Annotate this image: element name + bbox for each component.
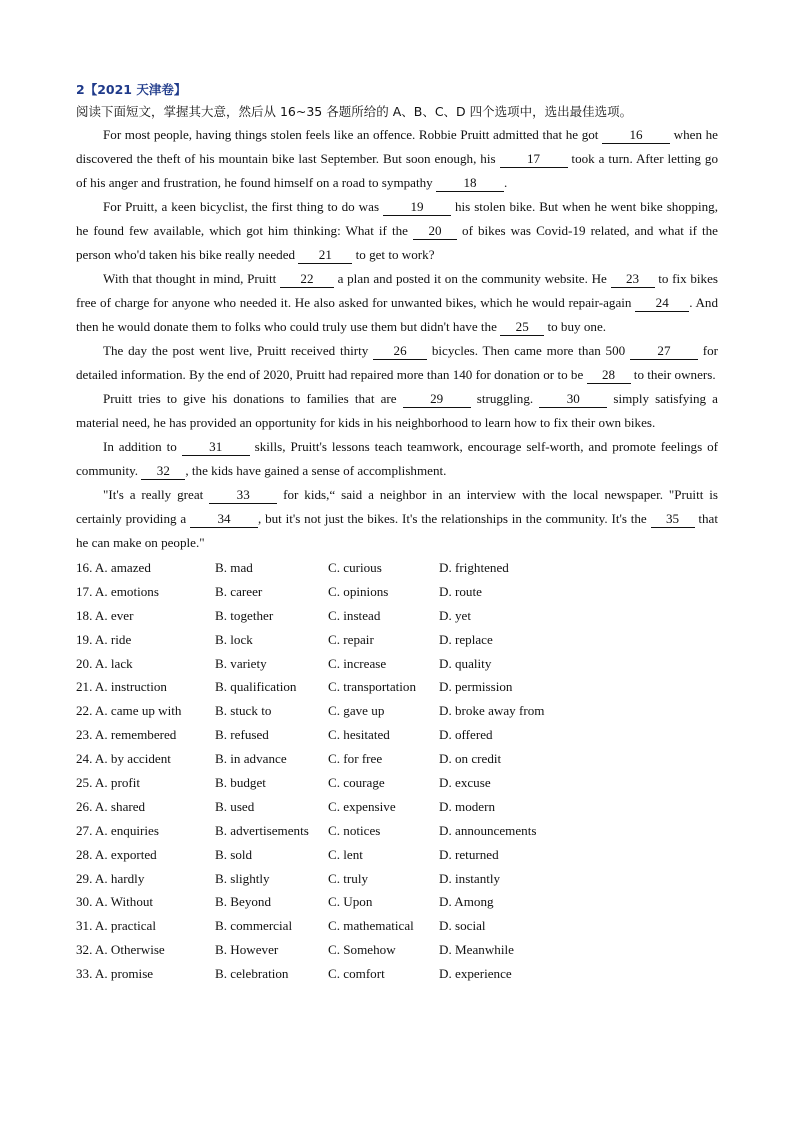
option-c: C. mathematical [328,918,414,934]
blank-35: 35 [651,511,695,528]
option-b: B. advertisements [215,822,309,838]
option-d: D. permission [439,679,513,695]
option-a: 28. A. exported [76,846,157,862]
option-row [76,914,718,938]
option-row [76,819,718,843]
option-d: D. broke away from [439,703,545,719]
blank-31: 31 [182,439,250,456]
option-a: 24. A. by accident [76,751,171,767]
blank-25: 25 [500,319,544,336]
paragraph-3: With that thought in mind, Pruitt 22 a plan and posted it on the community website. He 23 to fix bikes free of charge for anyone who needed it. He also asked for unwanted bikes, which he would repair-again 24 . And then he would donate them to folks who could truly use them but didn't have the 25 to buy one. [76,271,718,334]
option-a: 19. A. ride [76,631,132,647]
blank-32: 32 [141,463,185,480]
option-d: D. Meanwhile [439,942,514,958]
option-a: 29. A. hardly [76,870,145,886]
paragraph-7: "It's a really great 33 for kids,“ said a neighbor in an interview with the local newspaper. "Pruitt is certainly providing a 34 , but it's not just the bikes. It's the relationships in the community. It's the 35 that he can make on people." [76,487,718,550]
blank-24: 24 [635,295,689,312]
option-a: 26. A. shared [76,798,146,814]
option-d: D. route [439,583,482,599]
option-b: B. career [215,583,263,599]
option-a: 25. A. profit [76,775,141,791]
option-b: B. qualification [215,679,297,695]
option-c: C. for free [328,751,383,767]
option-d: D. Among [439,894,494,910]
option-a: 16. A. amazed [76,560,151,575]
blank-34: 34 [190,511,258,528]
option-row [76,747,718,771]
option-c: C. curious [328,560,382,575]
option-a: 27. A. enquiries [76,822,159,838]
option-row [76,962,718,986]
option-row [76,699,718,723]
option-b: B. However [215,942,279,958]
option-c: C. repair [328,631,374,647]
paragraph-2: For Pruitt, a keen bicyclist, the first thing to do was 19 his stolen bike. But when he went bike shopping, he found few available, which got him thinking: What if the 20 of bikes was Covid-19 related, and what if the person who'd taken his bike really needed 21 to get to work? [76,199,718,262]
option-b: B. budget [215,775,266,791]
blank-26: 26 [373,343,427,360]
option-a: 18. A. ever [76,607,134,623]
paragraph-5: Pruitt tries to give his donations to families that are 29 struggling. 30 simply satisfying a material need, he has provided an opportunity for kids in his neighborhood to learn how to fix their own bikes. [76,391,718,430]
option-d: D. on credit [439,751,502,767]
option-c: C. comfort [328,966,385,982]
option-c: C. opinions [328,583,389,599]
option-row [76,723,718,747]
blank-30: 30 [539,391,607,408]
option-b: B. slightly [215,870,270,886]
option-c: C. courage [328,775,385,791]
option-a: 21. A. instruction [76,679,167,695]
document-page [76,79,718,986]
option-c: C. truly [328,870,369,886]
option-a: 31. A. practical [76,918,156,934]
option-b: B. lock [215,631,253,647]
option-b: B. in advance [215,751,287,767]
question-title: 2【2021 天津卷】 [76,82,187,97]
option-row [76,628,718,652]
option-b: B. refused [215,727,269,743]
option-d: D. social [439,918,486,934]
option-d: D. replace [439,631,493,647]
option-row [76,652,718,676]
option-row [76,843,718,867]
paragraph-6: In addition to 31 skills, Pruitt's lessons teach teamwork, encourage self-worth, and promote feelings of community. 32 , the kids have gained a sense of accomplishment. [76,439,718,478]
blank-28: 28 [587,367,631,384]
option-row [76,890,718,914]
option-a: 23. A. remembered [76,727,177,743]
option-a: 17. A. emotions [76,583,159,599]
option-d: D. yet [439,607,471,623]
option-c: C. increase [328,655,387,671]
blank-19: 19 [383,199,451,216]
blank-17: 17 [500,151,568,168]
option-b: B. commercial [215,918,293,934]
option-row [76,556,718,580]
options-list [76,556,718,986]
option-b: B. mad [215,560,253,575]
option-a: 22. A. came up with [76,703,182,719]
option-c: C. lent [328,846,363,862]
blank-27: 27 [630,343,698,360]
option-c: C. gave up [328,703,385,719]
blank-18: 18 [436,175,504,192]
option-a: 32. A. Otherwise [76,942,165,958]
option-c: C. Somehow [328,942,396,958]
option-d: D. experience [439,966,512,982]
option-b: B. Beyond [215,894,272,910]
instruction-text: 阅读下面短文，掌握其大意，然后从 16~35 各题所给的 A、B、C、D 四个选项中，选出最佳选项。 [76,104,633,119]
option-b: B. sold [215,846,253,862]
option-row [76,795,718,819]
option-row [76,938,718,962]
option-a: 33. A. promise [76,966,154,982]
option-b: B. celebration [215,966,289,982]
blank-33: 33 [209,487,277,504]
option-c: C. expensive [328,798,396,814]
option-d: D. offered [439,727,493,743]
option-d: D. quality [439,655,492,671]
option-row [76,771,718,795]
option-d: D. frightened [439,560,509,575]
paragraph-4: The day the post went live, Pruitt received thirty 26 bicycles. Then came more than 500 27 for detailed information. By the end of 2020, Pruitt had repaired more than 140 for donation or to be 28 to their owners. [76,343,718,382]
blank-23: 23 [611,271,655,288]
option-b: B. together [215,607,274,623]
option-row [76,604,718,628]
option-b: B. stuck to [215,703,272,719]
paragraph-1: For most people, having things stolen feels like an offence. Robbie Pruitt admitted that he got 16 when he discovered the theft of his mountain bike last September. But soon enough, his 17 took a turn. After letting go of his anger and frustration, he found himself on a road to sympathy 18 . [76,127,718,190]
option-a: 20. A. lack [76,655,133,671]
blank-21: 21 [298,247,352,264]
option-d: D. excuse [439,775,491,791]
option-d: D. returned [439,846,499,862]
option-c: C. notices [328,822,381,838]
blank-16: 16 [602,127,670,144]
option-d: D. modern [439,798,496,814]
option-c: C. transportation [328,679,417,695]
option-b: B. used [215,798,255,814]
option-c: C. instead [328,607,381,623]
option-c: C. hesitated [328,727,390,743]
option-row [76,867,718,891]
option-row [76,580,718,604]
option-d: D. announcements [439,822,537,838]
blank-22: 22 [280,271,334,288]
option-row [76,675,718,699]
option-d: D. instantly [439,870,501,886]
blank-29: 29 [403,391,471,408]
blank-20: 20 [413,223,457,240]
option-b: B. variety [215,655,267,671]
option-a: 30. A. Without [76,894,154,910]
option-c: C. Upon [328,894,373,910]
